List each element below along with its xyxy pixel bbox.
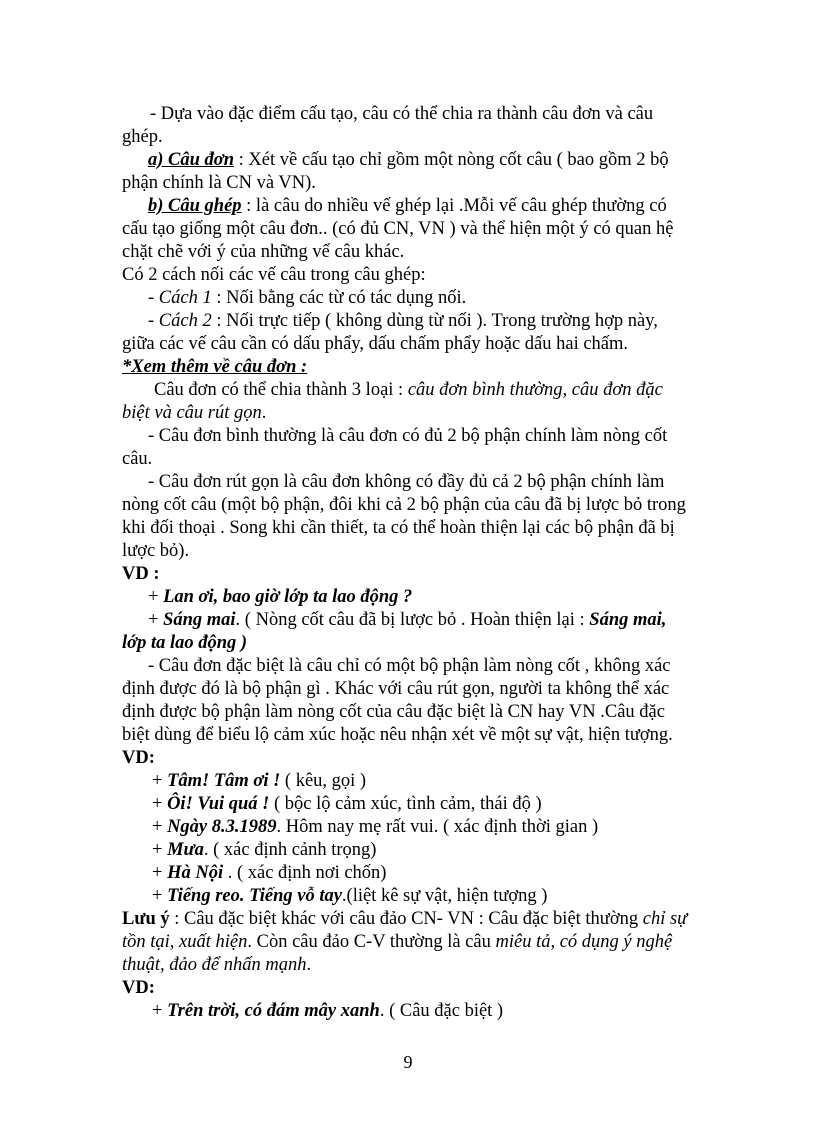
text-run: - Câu đơn đặc biệt là câu chỉ có một bộ phận làm nòng cốt , không xác: [148, 656, 671, 676]
text-run: +: [152, 886, 168, 906]
text-run: .: [261, 403, 267, 423]
text-run: Lưu ý: [122, 909, 170, 929]
text-run: : Xét về cấu tạo chỉ gồm một nòng cốt câu ( bao gồm 2 bộ: [234, 150, 669, 170]
text-run: : Câu đặc biệt khác với câu đảo CN- VN : Câu đặc biệt thường: [169, 909, 643, 929]
example-item: [152, 1000, 724, 1023]
body-line: [148, 149, 720, 172]
text-run: Có 2 cách nối các vế câu trong câu ghép:: [122, 265, 426, 285]
text-run: Mưa: [167, 840, 204, 860]
text-run: Tâm! Tâm ơi !: [167, 771, 281, 791]
body-line: [122, 172, 694, 195]
example-label: [122, 747, 694, 770]
text-run: -: [148, 311, 159, 331]
body-line: [122, 264, 694, 287]
body-line: [122, 540, 694, 563]
text-run: ghép.: [122, 127, 163, 147]
text-run: a) Câu đơn: [148, 150, 235, 170]
text-run: : là câu do nhiều vế ghép lại .Mỗi vế câu ghép thường có: [241, 196, 667, 216]
text-run: *Xem thêm về câu đơn :: [122, 357, 308, 377]
text-run: lược bỏ).: [122, 541, 190, 561]
text-run: . ( xác định nơi chốn): [223, 863, 387, 883]
text-run: +: [152, 863, 168, 883]
text-run: Cách 1: [158, 288, 212, 308]
body-line: [148, 471, 720, 494]
text-run: .(liệt kê sự vật, hiện tượng ): [341, 886, 548, 906]
body-line: [122, 632, 694, 655]
text-run: định được bộ phận làm nòng cốt của câu đặc biệt là CN hay VN .Câu đặc: [122, 702, 665, 722]
text-run: Trên trời, có đám mây xanh: [167, 1001, 380, 1021]
text-run: VD:: [122, 978, 155, 998]
text-run: Lan ơi, bao giờ lớp ta lao động ?: [163, 587, 413, 607]
note-line: [122, 908, 694, 931]
example-item: [152, 885, 724, 908]
body-line: [122, 402, 694, 425]
text-run: VD :: [122, 564, 160, 584]
text-run: Hà Nội: [167, 863, 224, 883]
text-run: biệt và câu rút gọn: [122, 403, 262, 423]
example-item: [148, 586, 720, 609]
text-run: : Nối trực tiếp ( không dùng từ nối ). Trong trường hợp này,: [211, 311, 658, 331]
text-run: +: [148, 610, 164, 630]
text-run: Cách 2: [158, 311, 212, 331]
body-line: [122, 724, 694, 747]
body-line: [122, 241, 694, 264]
example-item: [152, 862, 724, 885]
text-run: : Nối bằng các từ có tác dụng nối.: [211, 288, 467, 308]
text-run: - Câu đơn bình thường là câu đơn có đủ 2 bộ phận chính làm nòng cốt: [148, 426, 668, 446]
section-heading: [122, 356, 694, 379]
example-item: [152, 770, 724, 793]
text-run: . ( Nòng cốt câu đã bị lược bỏ . Hoàn thiện lại :: [235, 610, 590, 630]
text-run: +: [152, 794, 168, 814]
text-run: lớp ta lao động ): [122, 633, 248, 653]
body-line: [148, 287, 720, 310]
text-run: nòng cốt câu (một bộ phận, đôi khi cả 2 bộ phận của câu đã bị lược bỏ trong: [122, 495, 686, 515]
text-run: +: [152, 840, 168, 860]
text-run: tồn tại, xuất hiện: [122, 932, 248, 952]
body-line: [148, 425, 720, 448]
body-line: [122, 701, 694, 724]
example-item: [152, 793, 724, 816]
body-line: [122, 448, 694, 471]
body-line: [122, 126, 694, 149]
note-line: [122, 931, 694, 954]
text-run: cấu tạo giống một câu đơn.. (có đủ CN, VN ) và thể hiện một ý có quan hệ: [122, 219, 674, 239]
text-run: - Câu đơn rút gọn là câu đơn không có đầy đủ cả 2 bộ phận chính làm: [148, 472, 665, 492]
text-run: . ( xác định cảnh trọng): [203, 840, 377, 860]
text-run: chặt chẽ với ý của những vế câu khác.: [122, 242, 405, 262]
text-run: . Còn câu đảo C-V thường là câu: [247, 932, 496, 952]
example-label: [122, 563, 694, 586]
example-label: [122, 977, 694, 1000]
example-item: [152, 816, 724, 839]
body-line: [122, 678, 694, 701]
page-number: 9: [403, 1052, 413, 1072]
example-item: [148, 609, 720, 632]
text-run: .: [306, 955, 312, 975]
text-run: +: [152, 771, 168, 791]
text-run: ( kêu, gọi ): [280, 771, 367, 791]
text-run: Tiếng reo. Tiếng vỗ tay: [167, 886, 342, 906]
text-run: chỉ sự: [642, 909, 688, 929]
text-run: Sáng mai,: [589, 610, 667, 630]
body-line: [148, 195, 720, 218]
text-run: +: [152, 1001, 168, 1021]
body-line: [122, 494, 694, 517]
text-run: biệt dùng để biểu lộ cảm xúc hoặc nêu nhận xét về một sự vật, hiện tượng.: [122, 725, 673, 745]
text-run: câu.: [122, 449, 153, 469]
text-run: ( bộc lộ cảm xúc, tình cảm, thái độ ): [269, 794, 542, 814]
text-run: khi đối thoại . Song khi cần thiết, ta có thể hoàn thiện lại các bộ phận đã bị: [122, 518, 675, 538]
body-line: [122, 218, 694, 241]
text-run: +: [148, 587, 164, 607]
text-run: giữa các vế câu cần có dấu phẩy, dấu chấm phẩy hoặc dấu hai chấm.: [122, 334, 629, 354]
body-line: [122, 517, 694, 540]
text-run: Ôi! Vui quá !: [167, 794, 270, 814]
text-run: . Hôm nay mẹ rất vui. ( xác định thời gian ): [276, 817, 599, 837]
body-line: [154, 379, 726, 402]
body-line: [150, 103, 722, 126]
text-run: Sáng mai: [163, 610, 236, 630]
note-line: [122, 954, 694, 977]
text-run: VD:: [122, 748, 155, 768]
text-run: Câu đơn có thể chia thành 3 loại :: [154, 380, 408, 400]
body-line: [122, 333, 694, 356]
body-line: [148, 655, 720, 678]
text-run: b) Câu ghép: [148, 196, 242, 216]
text-run: - Dựa vào đặc điểm cấu tạo, câu có thể chia ra thành câu đơn và câu: [150, 104, 654, 124]
example-item: [152, 839, 724, 862]
text-run: -: [148, 288, 159, 308]
text-run: phận chính là CN và VN).: [122, 173, 316, 193]
text-run: thuật, đảo để nhấn mạnh: [122, 955, 307, 975]
body-line: [148, 310, 720, 333]
text-run: Ngày 8.3.1989: [167, 817, 277, 837]
text-run: miêu tả, có dụng ý nghệ: [495, 932, 673, 952]
text-run: định được đó là bộ phận gì . Khác với câu rút gọn, người ta không thể xác: [122, 679, 670, 699]
text-run: câu đơn bình thường, câu đơn đặc: [407, 380, 663, 400]
text-run: . ( Câu đặc biệt ): [379, 1001, 504, 1021]
text-run: +: [152, 817, 168, 837]
